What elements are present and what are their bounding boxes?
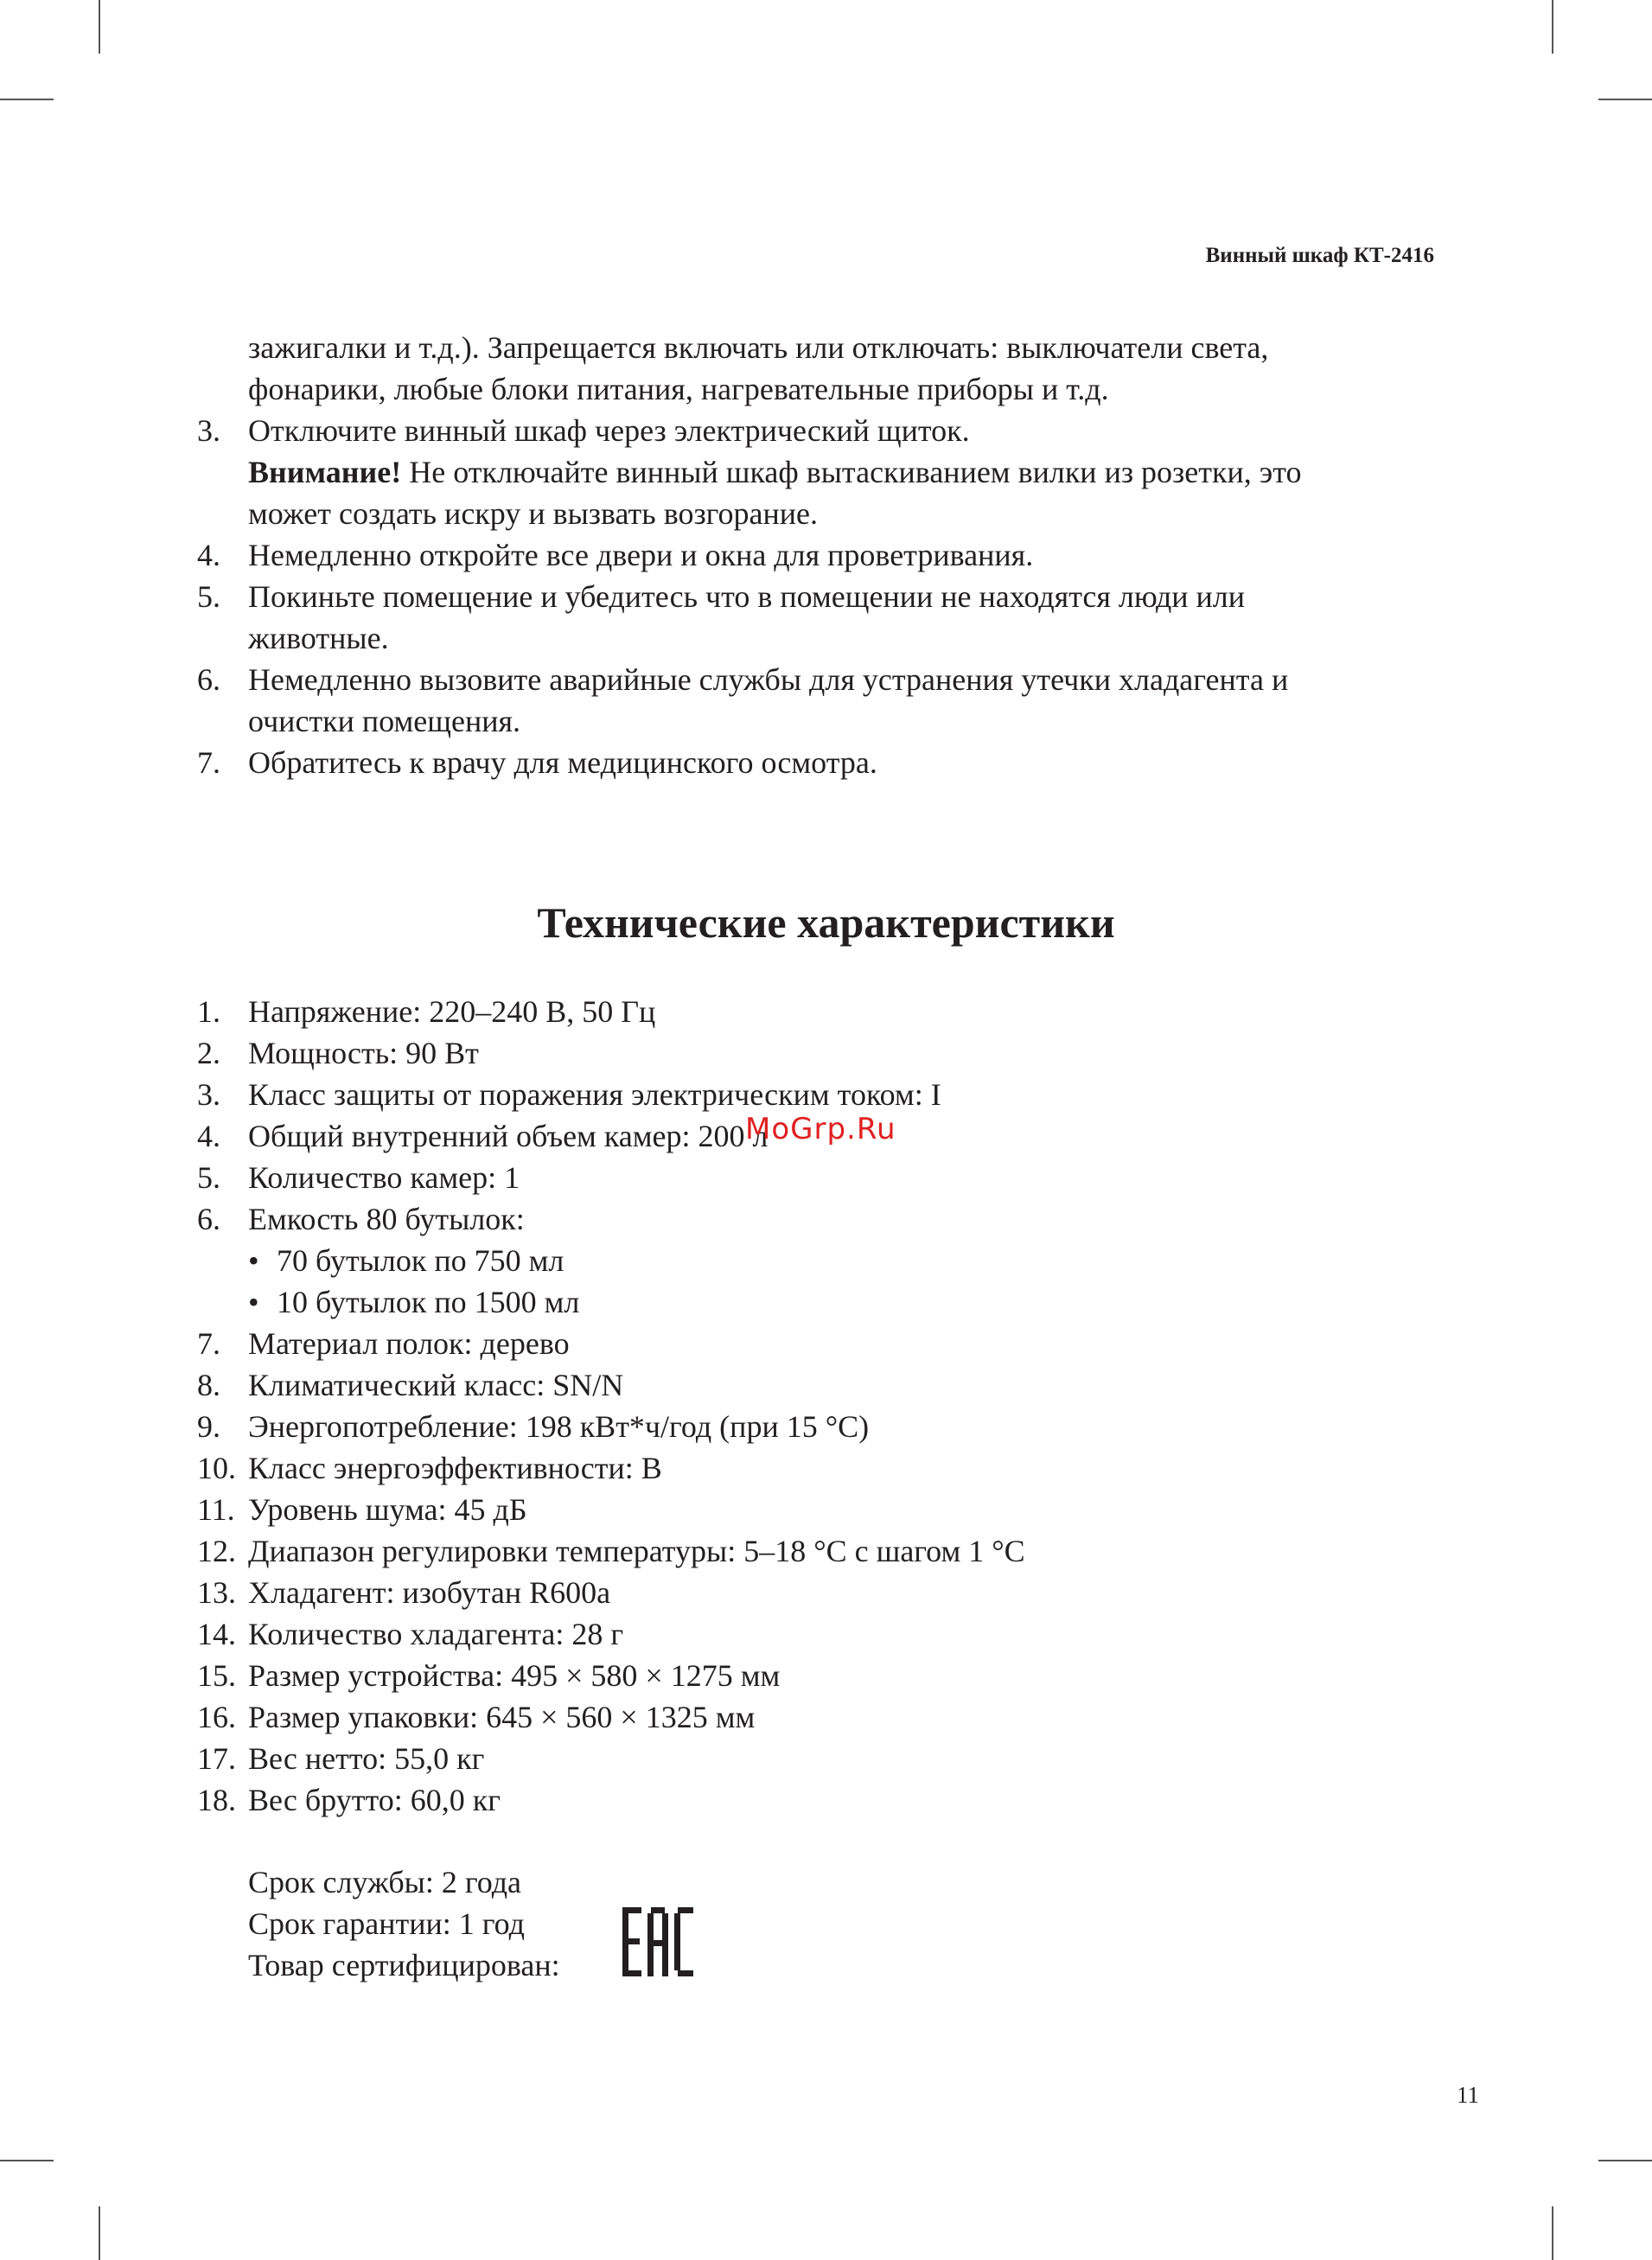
spec-number: 11. (197, 1492, 235, 1527)
spec-number: 10. (197, 1451, 236, 1485)
warning-text: Не отключайте винный шкаф вытаскиванием вилки из розетки, это (401, 455, 1302, 489)
spec-number: 12. (197, 1534, 236, 1568)
step-item (0, 659, 1652, 742)
spec-item (0, 1406, 1652, 1447)
warning-label: Внимание! (248, 455, 402, 489)
spec-text: Количество камер: 1 (248, 1160, 520, 1195)
spec-number: 7. (197, 1326, 220, 1361)
spec-bullet (0, 1240, 1652, 1281)
spec-text: Энергопотребление: 198 кВт*ч/год (при 15 °C) (248, 1409, 870, 1444)
eac-icon (622, 1907, 693, 1976)
spec-item (0, 991, 1652, 1032)
step-warning (248, 451, 1436, 493)
spec-text: Класс энергоэффективности: B (248, 1451, 662, 1485)
spec-number: 2. (197, 1036, 220, 1070)
step-text: Отключите винный шкаф через электрический щиток. (248, 413, 970, 448)
step-number: 3. (197, 413, 220, 448)
spec-text: Диапазон регулировки температуры: 5–18 °C с шагом 1 °C (248, 1534, 1025, 1568)
spec-text: Материал полок: дерево (248, 1326, 570, 1361)
spec-text: Климатический класс: SN/N (248, 1368, 624, 1402)
service-life: Срок службы: 2 года (248, 1865, 522, 1899)
crop-mark (99, 2206, 100, 2260)
bullet-text: 70 бутылок по 750 мл (277, 1243, 564, 1278)
step-text: Немедленно вызовите аварийные службы для устранения утечки хладагента и (248, 662, 1289, 697)
spec-item (0, 1696, 1652, 1738)
crop-mark (1598, 99, 1652, 100)
crop-mark (1552, 0, 1553, 54)
crop-mark (99, 0, 100, 54)
spec-number: 18. (197, 1783, 236, 1817)
spec-text: Уровень шума: 45 дБ (248, 1492, 527, 1527)
spec-number: 13. (197, 1575, 236, 1610)
spec-item (0, 1530, 1652, 1572)
spec-text: Количество хладагента: 28 г (248, 1617, 624, 1651)
spec-item (0, 1489, 1652, 1530)
certified-label: Товар сертифицирован: (248, 1948, 560, 1982)
spec-item (0, 1613, 1652, 1655)
spec-number: 3. (197, 1077, 220, 1112)
step-number: 7. (197, 745, 220, 780)
bullet-text: 10 бутылок по 1500 мл (277, 1285, 580, 1319)
step-text: Покиньте помещение и убедитесь что в помещении не находятся люди или (248, 579, 1246, 614)
warranty-period: Срок гарантии: 1 год (248, 1906, 525, 1941)
spec-number: 17. (197, 1741, 236, 1776)
spec-item (0, 1655, 1652, 1696)
crop-mark (0, 99, 54, 100)
intro-line: фонарики, любые блоки питания, нагревательные приборы и т.д. (248, 372, 1109, 406)
crop-mark (1552, 2206, 1553, 2260)
spec-item (0, 1779, 1652, 1821)
crop-mark (1598, 2160, 1652, 2161)
spec-item (0, 1198, 1652, 1240)
running-header: Винный шкаф КТ-2416 (1205, 244, 1434, 267)
step-number: 4. (197, 538, 220, 572)
spec-item (0, 1157, 1652, 1198)
spec-bullet (0, 1281, 1652, 1323)
spec-number: 15. (197, 1658, 236, 1693)
step-item (0, 534, 1652, 576)
page-number: 11 (1457, 2082, 1479, 2108)
bullet-icon: • (248, 1243, 259, 1278)
step-number: 5. (197, 579, 220, 614)
spec-number: 6. (197, 1202, 220, 1236)
spec-text: Вес нетто: 55,0 кг (248, 1741, 485, 1776)
spec-number: 5. (197, 1160, 220, 1195)
spec-item (0, 1738, 1652, 1779)
emergency-steps (0, 327, 1652, 783)
intro-line: зажигалки и т.д.). Запрещается включать или отключать: выключатели света, (248, 330, 1269, 365)
spec-item (0, 1323, 1652, 1364)
step-number: 6. (197, 662, 220, 697)
spec-number: 9. (197, 1409, 220, 1444)
spec-item (0, 1447, 1652, 1489)
spec-number: 16. (197, 1700, 236, 1734)
warranty-info (248, 1861, 560, 1986)
spec-item (0, 1364, 1652, 1406)
step-text: животные. (248, 621, 389, 655)
step-text: Обратитесь к врачу для медицинского осмотра. (248, 745, 877, 780)
spec-text: Размер устройства: 495 × 580 × 1275 мм (248, 1658, 781, 1693)
bullet-icon: • (248, 1285, 259, 1319)
step-text: Немедленно откройте все двери и окна для проветривания. (248, 538, 1034, 572)
watermark: MoGrp.Ru (745, 1112, 896, 1146)
spec-item (0, 1074, 1652, 1115)
spec-item (0, 1572, 1652, 1613)
spec-number: 8. (197, 1368, 220, 1402)
spec-text: Класс защиты от поражения электрическим током: I (248, 1077, 941, 1112)
spec-text: Размер упаковки: 645 × 560 × 1325 мм (248, 1700, 756, 1734)
spec-number: 14. (197, 1617, 236, 1651)
spec-text: Хладагент: изобутан R600a (248, 1575, 611, 1610)
section-title: Технические характеристики (537, 898, 1115, 947)
step-item (0, 576, 1652, 659)
step-item (0, 742, 1652, 783)
step-item (0, 410, 1652, 534)
spec-item (0, 1032, 1652, 1074)
step-text: очистки помещения. (248, 704, 521, 738)
spec-number: 4. (197, 1119, 220, 1153)
spec-text: Общий внутренний объем камер: 200 л (248, 1119, 769, 1153)
spec-text: Вес брутто: 60,0 кг (248, 1783, 501, 1817)
crop-mark (0, 2160, 54, 2161)
spec-text: Емкость 80 бутылок: (248, 1202, 525, 1236)
spec-text: Напряжение: 220–240 В, 50 Гц (248, 994, 656, 1029)
warning-text: может создать искру и вызвать возгорание. (248, 496, 819, 531)
spec-text: Мощность: 90 Вт (248, 1036, 479, 1070)
spec-number: 1. (197, 994, 220, 1029)
